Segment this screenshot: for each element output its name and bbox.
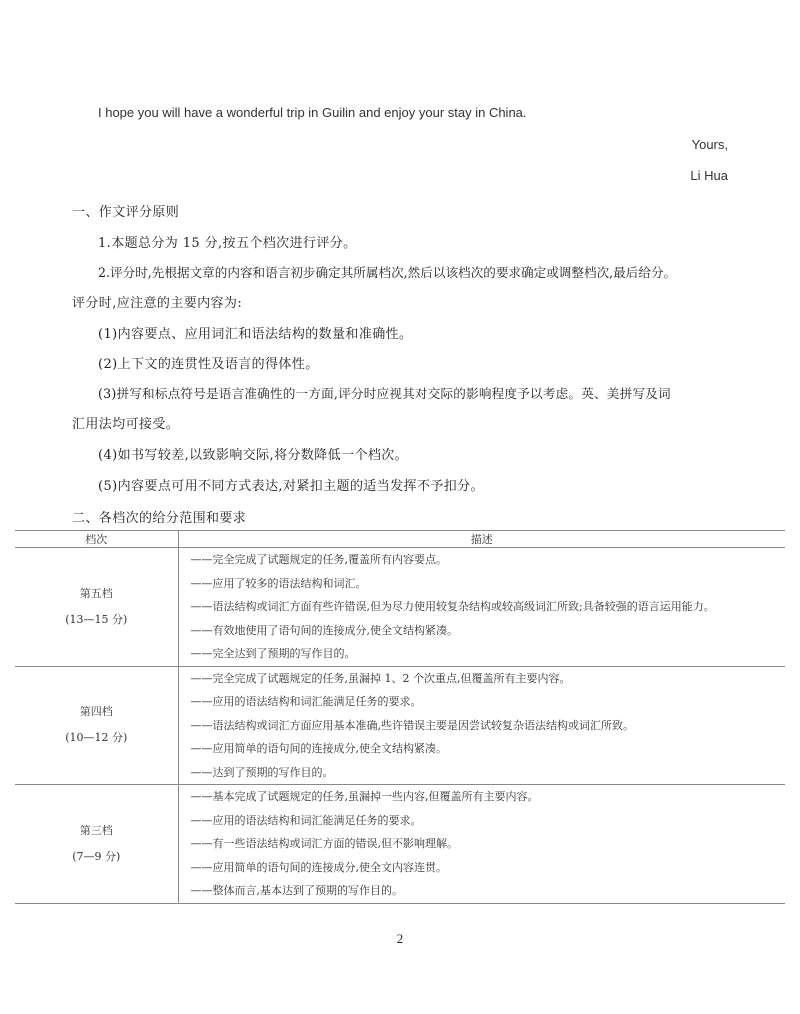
principle-2-line1: 2.评分时,先根据文章的内容和语言初步确定其所属档次,然后以该档次的要求确定或调整档次,最后给分。 [98,265,677,280]
page-number: 2 [396,931,404,946]
criteria-item-3-line2: 汇用法均可接受。 [72,417,180,432]
description-line: ——完全完成了试题规定的任务,覆盖所有内容要点。 [190,553,447,566]
principle-1: 1.本题总分为 15 分,按五个档次进行评分。 [98,236,357,251]
description-line: ——完全达到了预期的写作目的。 [190,647,356,660]
criteria-item-4: (4)如书写较差,以致影响交际,将分数降低一个档次。 [98,448,409,463]
grade-cell [15,666,178,785]
description-line: ——达到了预期的写作目的。 [190,765,334,779]
table-header-row [15,531,785,548]
description-line: ——有一些语法结构或词汇方面的错误,但不影响理解。 [190,837,458,850]
description-line: ——应用的语法结构和词汇能满足任务的要求。 [190,695,422,708]
principle-2-line2: 评分时,应注意的主要内容为: [72,296,243,311]
criteria-item-5: (5)内容要点可用不同方式表达,对紧扣主题的适当发挥不予扣分。 [98,479,484,494]
table-row [15,548,785,667]
description-line: ——完全完成了试题规定的任务,虽漏掉 1、2 个次重点,但覆盖所有主要内容。 [190,671,571,685]
description-line: ——应用简单的语句间的连接成分,使全文结构紧凑。 [190,742,447,755]
description-cell [178,666,785,785]
signature: Li Hua [690,168,728,183]
criteria-item-3-line1: (3)拼写和标点符号是语言准确性的一方面,评分时应视其对交际的影响程度予以考虑。英、美拼写及词 [98,386,671,401]
grade-range: (7—9 分) [72,849,121,863]
description-line: ——应用了较多的语法结构和词汇。 [190,576,367,590]
description-line: ——整体而言,基本达到了预期的写作目的。 [190,884,403,897]
grade-cell [15,548,178,667]
header-description: 描述 [178,531,785,548]
table-row [15,785,785,904]
description-line: ——语法结构或词汇方面有些许错误,但为尽力使用较复杂结构或较高级词汇所致;具备较强的语言运用能力。 [190,600,715,613]
closing-line: I hope you will have a wonderful trip in Guilin and enjoy your stay in China. [98,105,527,120]
grade-range: (10—12 分) [65,731,128,745]
description-line: ——语法结构或词汇方面应用基本准确,些许错误主要是因尝试较复杂语法结构或词汇所致。 [190,718,634,732]
criteria-item-1: (1)内容要点、应用词汇和语法结构的数量和准确性。 [98,327,413,342]
grade-range: (13—15 分) [65,612,128,626]
description-line: ——基本完成了试题规定的任务,虽漏掉一些内容,但覆盖所有主要内容。 [190,790,539,803]
table-row [15,666,785,785]
signoff: Yours, [691,137,728,152]
description-line: ——应用简单的语句间的连接成分,使全文内容连贯。 [190,860,447,874]
grade-label: 第四档 [79,705,113,719]
grade-label: 第五档 [79,586,113,600]
description-cell [178,785,785,904]
grading-table [15,530,785,904]
criteria-item-2: (2)上下文的连贯性及语言的得体性。 [98,357,319,372]
section2-heading: 二、各档次的给分范围和要求 [72,511,247,526]
description-cell [178,548,785,667]
description-line: ——应用的语法结构和词汇能满足任务的要求。 [190,813,422,827]
section1-heading: 一、作文评分原则 [72,205,180,220]
grade-cell [15,785,178,904]
grade-label: 第三档 [79,823,113,837]
description-line: ——有效地使用了语句间的连接成分,使全文结构紧凑。 [190,623,458,637]
header-grade: 档次 [15,531,178,548]
